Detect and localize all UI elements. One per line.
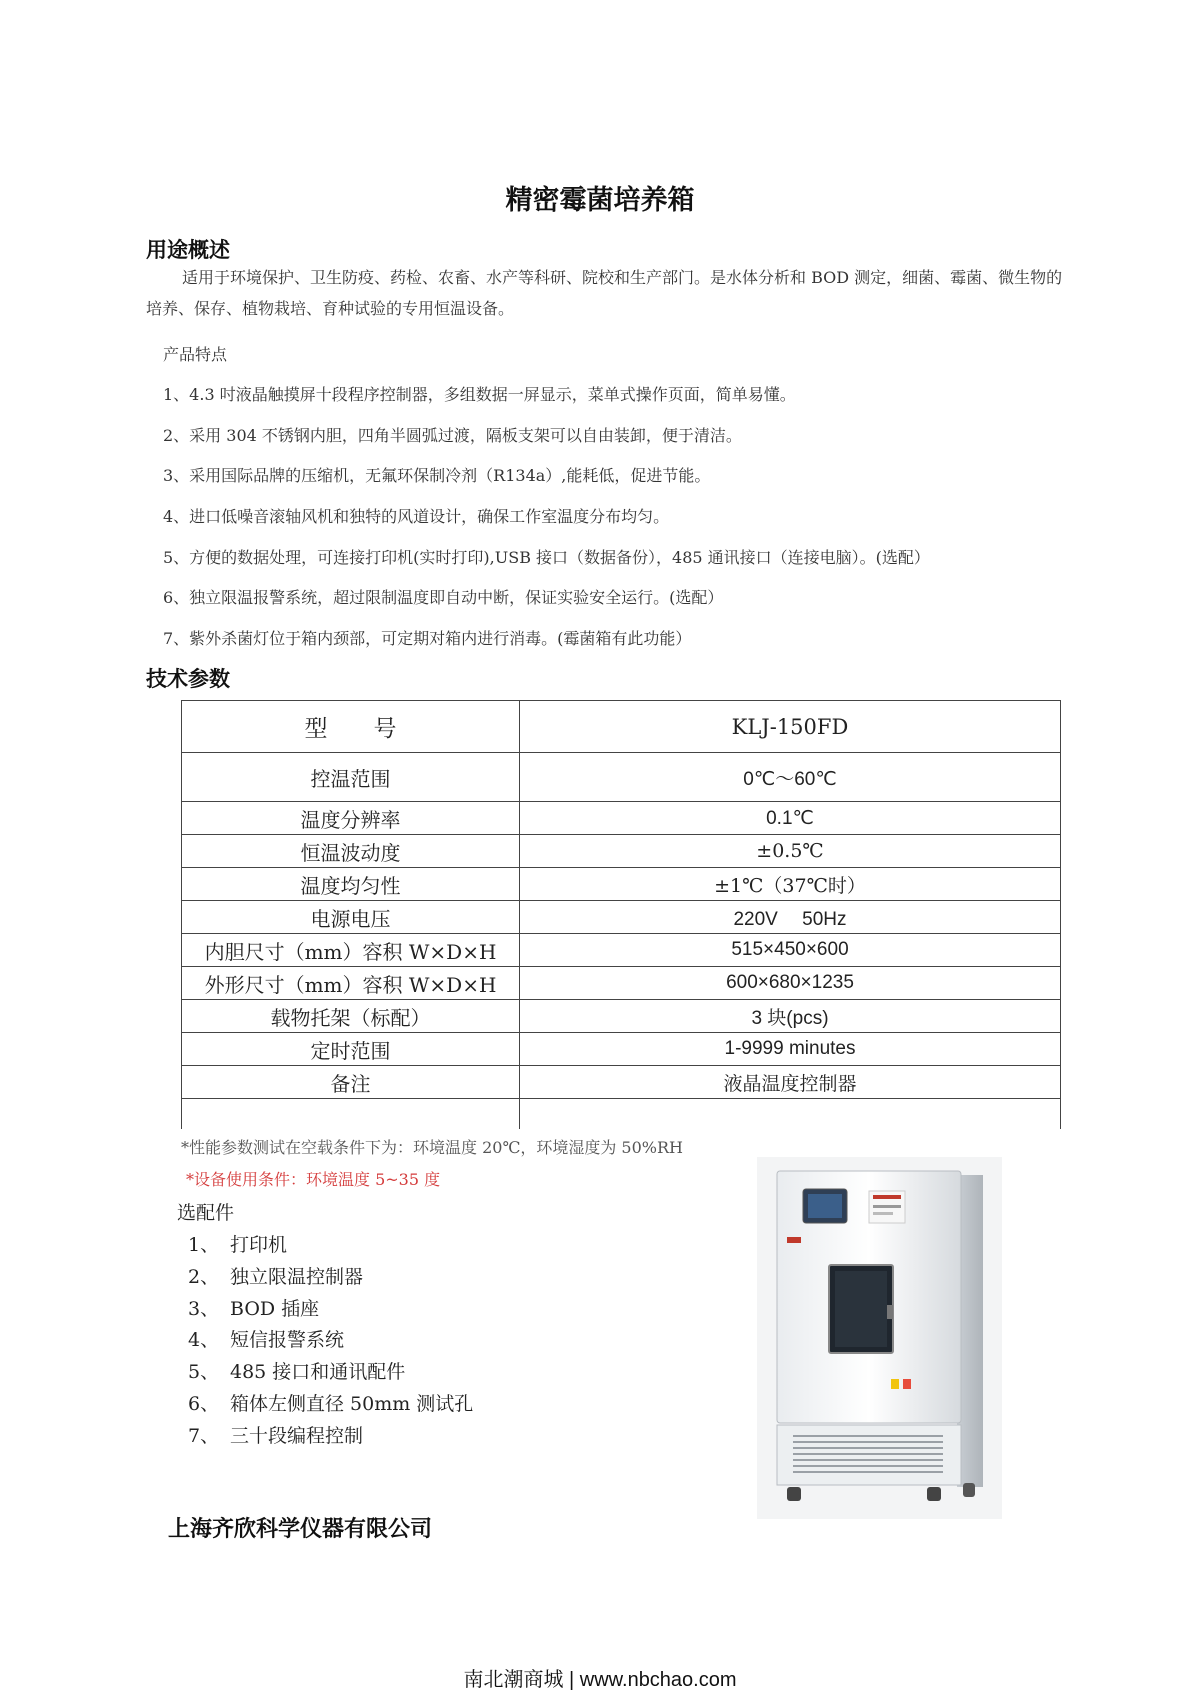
feature-item-2: 2、采用 304 不锈钢内胆，四角半圆弧过渡，隔板支架可以自由装卸，便于清洁。 (163, 426, 742, 445)
spec-label: 定时范围 (182, 1033, 520, 1066)
spec-label: 外形尺寸（mm）容积 W×D×H (182, 967, 520, 1000)
table-row (182, 901, 1061, 934)
table-row (182, 967, 1061, 1000)
footer-site-name: 南北潮商城 (463, 1667, 564, 1691)
spec-label: 电源电压 (182, 901, 520, 934)
footer (0, 1663, 1200, 1692)
option-text: 独立限温控制器 (230, 1266, 364, 1288)
empty-cell (520, 1099, 1061, 1130)
spec-value: 1-9999 minutes (520, 1033, 1061, 1066)
option-number: 2、 (188, 1266, 220, 1288)
feature-item-5: 5、方便的数据处理，可连接打印机(实时打印),USB 接口（数据备份），485 通讯接口（连接电脑）。(选配） (163, 548, 930, 567)
option-number: 1、 (188, 1234, 220, 1256)
model-label: 型 号 (182, 701, 520, 753)
spec-value: 220V 50Hz (520, 901, 1061, 934)
table-row (182, 868, 1061, 901)
option-number: 4、 (188, 1329, 220, 1351)
usage-condition-note: *设备使用条件：环境温度 5~35 度 (186, 1170, 441, 1189)
spec-label: 恒温波动度 (182, 835, 520, 868)
spec-value: ±1℃（37℃时） (520, 868, 1061, 901)
option-item (188, 1230, 287, 1257)
table-row (182, 753, 1061, 802)
options-heading: 选配件 (177, 1202, 235, 1224)
option-number: 5、 (188, 1361, 220, 1383)
footer-separator: | (569, 1669, 575, 1691)
spec-value: 0.1℃ (520, 802, 1061, 835)
option-text: BOD 插座 (230, 1298, 320, 1320)
option-number: 7、 (188, 1425, 220, 1447)
spec-label: 内胆尺寸（mm）容积 W×D×H (182, 934, 520, 967)
usage-heading: 用途概述 (146, 237, 230, 262)
feature-item-6: 6、独立限温报警系统，超过限制温度即自动中断，保证实验安全运行。(选配） (163, 588, 724, 607)
usage-text: 适用于环境保护、卫生防疫、药检、农畜、水产等科研、院校和生产部门。是水体分析和 BOD 测定，细菌、霉菌、微生物的培养、保存、植物栽培、育种试验的专用恒温设备。 (146, 268, 1063, 318)
incubator-product-image (757, 1157, 1002, 1519)
table-empty-row (182, 1099, 1061, 1130)
option-item (188, 1325, 344, 1352)
spec-value: 0℃～60℃ (520, 753, 1061, 802)
company-name: 上海齐欣科学仪器有限公司 (168, 1516, 433, 1542)
option-text: 短信报警系统 (230, 1329, 345, 1351)
footer-url-link[interactable]: www.nbchao.com (579, 1669, 737, 1691)
spec-value: 液晶温度控制器 (520, 1066, 1061, 1099)
option-number: 6、 (188, 1393, 220, 1415)
spec-value: ±0.5℃ (520, 835, 1061, 868)
table-row (182, 934, 1061, 967)
spec-label: 温度分辨率 (182, 802, 520, 835)
table-header-row (182, 701, 1061, 753)
test-condition-note: *性能参数测试在空载条件下为：环境温度 20℃，环境湿度为 50%RH (181, 1138, 683, 1157)
option-item (188, 1294, 319, 1321)
feature-item-7: 7、紫外杀菌灯位于箱内颈部，可定期对箱内进行消毒。(霉菌箱有此功能） (163, 629, 692, 648)
usage-paragraph (146, 262, 1066, 324)
feature-item-4: 4、进口低噪音滚轴风机和独特的风道设计，确保工作室温度分布均匀。 (163, 507, 670, 526)
spec-value: 515×450×600 (520, 934, 1061, 967)
spec-value: 3 块(pcs) (520, 1000, 1061, 1033)
empty-cell (182, 1099, 520, 1130)
option-item (188, 1357, 405, 1384)
table-row (182, 1066, 1061, 1099)
option-text: 三十段编程控制 (230, 1425, 364, 1447)
spec-table (181, 700, 1061, 1129)
option-text: 485 接口和通讯配件 (230, 1361, 406, 1383)
option-item (188, 1389, 473, 1416)
features-heading: 产品特点 (163, 345, 228, 364)
option-text: 打印机 (230, 1234, 288, 1256)
feature-item-1: 1、4.3 吋液晶触摸屏十段程序控制器，多组数据一屏显示，菜单式操作页面，简单易懂。 (163, 385, 796, 404)
specs-heading: 技术参数 (146, 666, 230, 691)
spec-label: 温度均匀性 (182, 868, 520, 901)
spec-label: 载物托架（标配） (182, 1000, 520, 1033)
spec-label: 控温范围 (182, 753, 520, 802)
option-number: 3、 (188, 1298, 220, 1320)
spec-label: 备注 (182, 1066, 520, 1099)
model-value: KLJ-150FD (520, 701, 1061, 753)
spec-value: 600×680×1235 (520, 967, 1061, 1000)
option-item (188, 1421, 363, 1448)
table-row (182, 802, 1061, 835)
table-row (182, 835, 1061, 868)
table-row (182, 1033, 1061, 1066)
option-text: 箱体左侧直径 50mm 测试孔 (230, 1393, 474, 1415)
table-row (182, 1000, 1061, 1033)
page-title: 精密霉菌培养箱 (505, 185, 695, 216)
option-item (188, 1262, 363, 1289)
feature-item-3: 3、采用国际品牌的压缩机，无氟环保制冷剂（R134a）,能耗低，促进节能。 (163, 466, 711, 485)
